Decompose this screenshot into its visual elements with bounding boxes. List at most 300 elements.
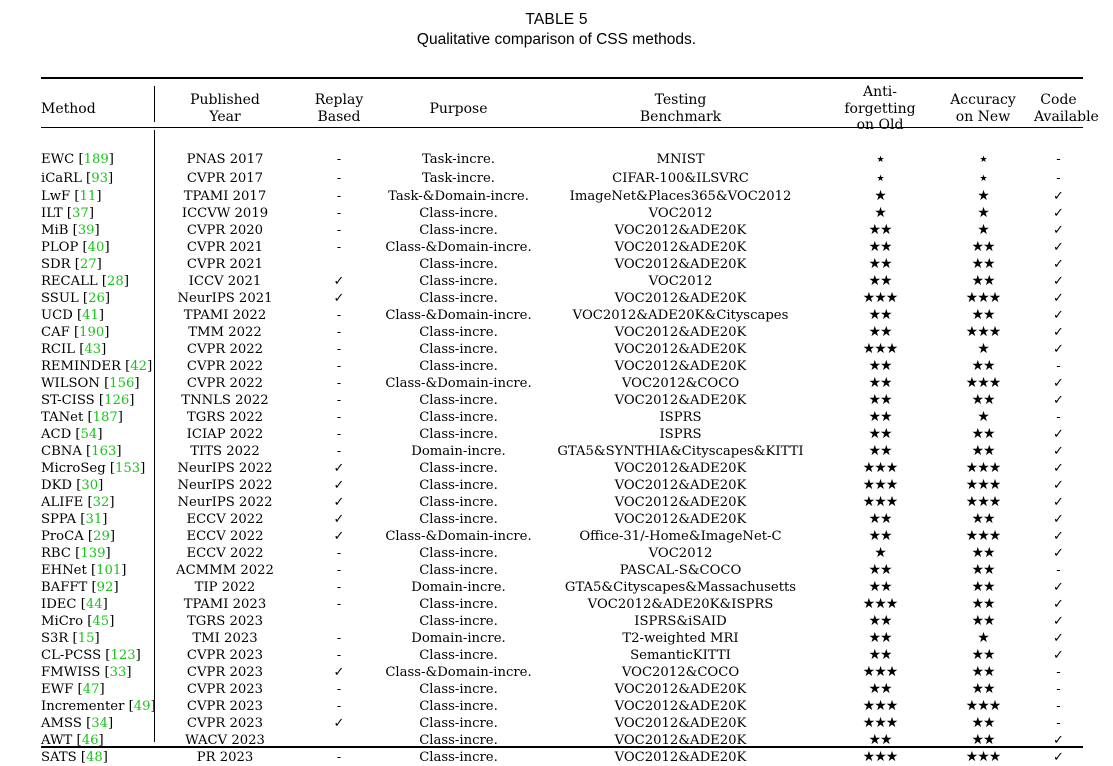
star-rating-icon: ★★	[868, 731, 892, 748]
purpose-cell: Class-incre.	[419, 613, 498, 629]
code-available-cell: ✓	[1052, 188, 1065, 204]
star-rating-icon: ★★	[971, 544, 995, 561]
star-rating-icon: ★★★	[965, 697, 1001, 714]
method-cell: MiCro [45]	[41, 613, 115, 629]
replay-cell: ✓	[333, 715, 345, 731]
method-name: AMSS	[41, 715, 82, 731]
replay-cell	[294, 613, 384, 630]
anti-forgetting-cell	[828, 562, 932, 579]
purpose-cell: Class-incre.	[419, 426, 498, 442]
anti-forgetting-cell	[828, 426, 932, 443]
star-rating-icon: ★	[977, 408, 989, 425]
anti-forgetting-cell	[828, 511, 932, 528]
star-rating-icon: ★★★	[862, 697, 898, 714]
anti-forgetting-cell	[828, 324, 932, 341]
purpose-cell: Class-incre.	[419, 511, 498, 527]
published-year-cell: TNNLS 2022	[181, 392, 269, 408]
purpose-cell: Class-incre.	[419, 562, 498, 578]
method-cell: ILT [37]	[41, 205, 94, 221]
method-cell: EHNet [101]	[41, 562, 127, 578]
citation-link: 92	[96, 579, 114, 595]
method-name: RECALL	[41, 273, 98, 289]
code-available-cell: -	[1056, 170, 1061, 186]
method-cell: EWC [189]	[41, 151, 114, 167]
method-name: PLOP	[41, 239, 79, 255]
benchmark-cell: CIFAR-100&ILSVRC	[612, 170, 749, 186]
code-available-cell: -	[1056, 562, 1061, 578]
method-name: SPPA	[41, 511, 77, 527]
method-cell: ALIFE [32]	[41, 494, 115, 510]
table-row	[41, 630, 1083, 647]
table-row	[41, 273, 1083, 290]
citation-link: 156	[109, 375, 135, 391]
table-row	[41, 188, 1083, 205]
replay-cell: -	[336, 151, 342, 167]
table-row	[41, 494, 1083, 511]
published-year-cell: NeurIPS 2021	[177, 290, 273, 306]
benchmark-cell: Office-31/-Home&ImageNet-C	[579, 528, 782, 544]
replay-cell: ✓	[333, 460, 345, 476]
code-available-cell: ✓	[1052, 511, 1065, 527]
published-year-cell: CVPR 2023	[186, 698, 264, 714]
citation-link: 44	[85, 596, 103, 612]
replay-cell: ✓	[333, 494, 345, 510]
code-available-cell: ✓	[1052, 239, 1065, 255]
citation-link: 15	[77, 630, 95, 646]
star-rating-icon: ★★★	[965, 748, 1001, 765]
anti-forgetting-cell	[828, 698, 932, 715]
published-year-cell: TPAMI 2017	[183, 188, 267, 204]
table-body	[41, 150, 1083, 766]
star-rating-icon: ★★	[868, 629, 892, 646]
code-available-cell: ✓	[1052, 749, 1065, 765]
code-available-cell: ✓	[1052, 222, 1065, 238]
header-method: Method	[41, 100, 96, 117]
citation-link: 42	[130, 358, 148, 374]
benchmark-cell: PASCAL-S&COCO	[619, 562, 742, 578]
benchmark-cell: VOC2012&ADE20K	[614, 222, 747, 238]
purpose-cell: Class-incre.	[419, 715, 498, 731]
anti-forgetting-cell	[828, 528, 932, 545]
accuracy-cell	[932, 477, 1034, 494]
method-name: WILSON	[41, 375, 100, 391]
table-row	[41, 426, 1083, 443]
accuracy-cell	[932, 205, 1034, 222]
header-replay: Replay Based	[314, 92, 364, 125]
code-available-cell: ✓	[1052, 205, 1065, 221]
published-year-cell: TMI 2023	[192, 630, 258, 646]
anti-forgetting-cell	[828, 409, 932, 426]
citation-link: 49	[133, 698, 151, 714]
replay-cell: ✓	[333, 664, 345, 680]
anti-forgetting-cell	[828, 188, 932, 205]
method-name: EWF	[41, 681, 74, 697]
method-name: RCIL	[41, 341, 75, 357]
code-available-cell: ✓	[1052, 596, 1065, 612]
method-cell: SSUL [26]	[41, 290, 110, 306]
benchmark-cell: VOC2012&ADE20K	[614, 494, 747, 510]
anti-forgetting-cell	[828, 579, 932, 596]
replay-cell: -	[336, 426, 342, 442]
citation-link: 41	[82, 307, 99, 323]
replay-cell: -	[336, 375, 342, 391]
benchmark-cell: VOC2012&COCO	[621, 375, 740, 391]
benchmark-cell: VOC2012&COCO	[621, 664, 740, 680]
star-rating-icon: ★★★	[965, 459, 1001, 476]
accuracy-cell	[932, 613, 1034, 630]
citation-link: 46	[81, 732, 99, 748]
star-rating-icon: ★★	[868, 646, 892, 663]
accuracy-cell	[932, 545, 1034, 562]
citation-link: 93	[91, 170, 108, 186]
code-available-cell: -	[1056, 409, 1061, 425]
star-rating-icon: ★★★	[965, 323, 1001, 340]
purpose-cell: Class-&Domain-incre.	[385, 664, 532, 680]
accuracy-cell	[932, 150, 1034, 169]
published-year-cell: CVPR 2021	[186, 256, 264, 272]
anti-forgetting-cell	[828, 273, 932, 290]
citation-link: 189	[83, 151, 109, 167]
star-rating-icon: ★★	[868, 374, 892, 391]
method-name: REMINDER	[41, 358, 121, 374]
star-rating-icon: ★★★	[862, 493, 898, 510]
purpose-cell: Class-incre.	[419, 494, 498, 510]
code-available-cell: ✓	[1052, 477, 1065, 493]
code-available-cell: ✓	[1052, 630, 1065, 646]
method-name: EHNet	[41, 562, 87, 578]
accuracy-cell	[932, 341, 1034, 358]
table-row	[41, 256, 1083, 273]
purpose-cell: Class-incre.	[419, 409, 498, 425]
published-year-cell: ACMMM 2022	[176, 562, 274, 578]
published-year-cell: CVPR 2021	[186, 239, 264, 255]
code-available-cell: ✓	[1052, 647, 1065, 663]
method-cell: PLOP [40]	[41, 239, 110, 255]
code-available-cell: -	[1056, 681, 1061, 697]
purpose-cell: Class-incre.	[419, 324, 498, 340]
published-year-cell: NeurIPS 2022	[177, 494, 273, 510]
purpose-cell: Class-&Domain-incre.	[385, 239, 532, 255]
anti-forgetting-cell	[828, 749, 932, 766]
anti-forgetting-cell	[828, 664, 932, 681]
header-code: Code Available	[1034, 92, 1099, 125]
purpose-cell: Class-incre.	[419, 749, 498, 765]
published-year-cell: CVPR 2023	[186, 647, 264, 663]
method-name: SATS	[41, 749, 77, 765]
anti-forgetting-cell	[828, 150, 932, 169]
citation-link: 54	[80, 426, 98, 442]
star-rating-icon: ★★	[868, 442, 892, 459]
method-cell: MiB [39]	[41, 222, 100, 238]
star-rating-icon: ★	[874, 204, 886, 221]
published-year-cell: PNAS 2017	[186, 151, 264, 167]
code-available-cell: ✓	[1052, 732, 1065, 748]
method-cell: REMINDER [42]	[41, 358, 153, 374]
star-rating-icon: ★★	[971, 425, 995, 442]
method-cell: ProCA [29]	[41, 528, 116, 544]
method-name: SSUL	[41, 290, 79, 306]
replay-cell: -	[336, 647, 342, 663]
anti-forgetting-cell	[828, 392, 932, 409]
published-year-cell: ECCV 2022	[186, 511, 264, 527]
published-year-cell: CVPR 2022	[186, 375, 264, 391]
purpose-cell: Task-incre.	[421, 170, 495, 186]
benchmark-cell: VOC2012&ADE20K	[614, 324, 747, 340]
table-title: Qualitative comparison of CSS methods.	[416, 31, 697, 48]
purpose-cell: Domain-incre.	[411, 443, 506, 459]
replay-cell: -	[336, 698, 342, 714]
table-row	[41, 545, 1083, 562]
replay-cell	[294, 732, 384, 749]
method-cell: RBC [139]	[41, 545, 111, 561]
anti-forgetting-cell	[828, 307, 932, 324]
published-year-cell: CVPR 2022	[186, 341, 264, 357]
anti-forgetting-cell	[828, 256, 932, 273]
benchmark-cell: VOC2012&ADE20K	[614, 341, 747, 357]
accuracy-cell	[932, 732, 1034, 749]
purpose-cell: Class-incre.	[419, 290, 498, 306]
citation-link: 153	[114, 460, 141, 476]
replay-cell: -	[336, 562, 342, 578]
star-rating-icon: ★★	[868, 527, 892, 544]
replay-cell: -	[336, 324, 342, 340]
method-name: ILT	[41, 205, 63, 221]
method-name: UCD	[41, 307, 73, 323]
table-row	[41, 205, 1083, 222]
star-rating-icon: ★★★	[862, 340, 898, 357]
benchmark-cell: MNIST	[656, 151, 705, 167]
anti-forgetting-cell	[828, 341, 932, 358]
star-rating-icon: ★★★	[965, 476, 1001, 493]
code-available-cell: ✓	[1052, 426, 1065, 442]
method-name: FMWISS	[41, 664, 101, 680]
star-rating-icon: ★★	[971, 442, 995, 459]
star-rating-icon: ★★	[868, 408, 892, 425]
star-rating-icon: ★★	[971, 357, 995, 374]
method-name: Incrementer	[41, 698, 125, 714]
star-rating-icon: ★★	[971, 714, 995, 731]
citation-link: 101	[96, 562, 122, 578]
star-rating-icon: ★★	[971, 663, 995, 680]
star-rating-icon: ★★	[971, 578, 995, 595]
method-cell: UCD [41]	[41, 307, 105, 323]
citation-link: 47	[82, 681, 100, 697]
star-rating-icon: ★★★	[862, 714, 898, 731]
code-available-cell: ✓	[1052, 324, 1065, 340]
accuracy-cell	[932, 664, 1034, 681]
comparison-table	[41, 84, 1099, 766]
star-rating-icon: ★★	[971, 255, 995, 272]
purpose-cell: Class-incre.	[419, 596, 498, 612]
replay-cell: ✓	[333, 273, 345, 289]
table-row	[41, 664, 1083, 681]
accuracy-cell	[932, 511, 1034, 528]
anti-forgetting-cell	[828, 732, 932, 749]
purpose-cell: Class-incre.	[419, 392, 498, 408]
code-available-cell: ✓	[1052, 528, 1065, 544]
replay-cell: ✓	[333, 290, 345, 306]
benchmark-cell: VOC2012&ADE20K	[614, 392, 747, 408]
anti-forgetting-cell	[828, 477, 932, 494]
star-rating-icon: ★★★	[862, 748, 898, 765]
benchmark-cell: VOC2012&ADE20K	[614, 239, 747, 255]
published-year-cell: TIP 2022	[194, 579, 256, 595]
replay-cell: -	[336, 749, 342, 765]
benchmark-cell: VOC2012&ADE20K	[614, 698, 747, 714]
purpose-cell: Class-&Domain-incre.	[385, 307, 532, 323]
anti-forgetting-cell	[828, 545, 932, 562]
replay-cell: ✓	[333, 477, 345, 493]
accuracy-cell	[932, 169, 1034, 188]
anti-forgetting-cell	[828, 715, 932, 732]
citation-link: 43	[84, 341, 102, 357]
purpose-cell: Domain-incre.	[411, 579, 506, 595]
method-cell: DKD [30]	[41, 477, 104, 493]
benchmark-cell: VOC2012&ADE20K	[614, 732, 747, 748]
method-cell: CL-PCSS [123]	[41, 647, 141, 663]
table-row	[41, 596, 1083, 613]
star-rating-icon: ★	[876, 154, 884, 165]
replay-cell: -	[336, 596, 342, 612]
replay-cell: -	[336, 222, 342, 238]
published-year-cell: PR 2023	[196, 749, 254, 765]
replay-cell: -	[336, 630, 342, 646]
benchmark-cell: VOC2012	[648, 205, 713, 221]
star-rating-icon: ★★	[971, 646, 995, 663]
replay-cell: -	[336, 545, 342, 561]
code-available-cell: ✓	[1052, 341, 1065, 357]
published-year-cell: TPAMI 2023	[183, 596, 267, 612]
star-rating-icon: ★	[876, 173, 884, 184]
published-year-cell: WACV 2023	[185, 732, 265, 748]
method-name: TANet	[41, 409, 84, 425]
star-rating-icon: ★★★	[965, 527, 1001, 544]
anti-forgetting-cell	[828, 169, 932, 188]
header-benchmark: Testing Benchmark	[639, 92, 722, 125]
table-row	[41, 579, 1083, 596]
citation-link: 11	[79, 188, 97, 204]
method-cell: CAF [190]	[41, 324, 110, 340]
anti-forgetting-cell	[828, 630, 932, 647]
accuracy-cell	[932, 647, 1034, 664]
method-name: MiB	[41, 222, 69, 238]
star-rating-icon: ★	[977, 221, 989, 238]
method-cell: MicroSeg [153]	[41, 460, 146, 476]
star-rating-icon: ★★	[868, 323, 892, 340]
benchmark-cell: VOC2012	[648, 545, 713, 561]
citation-link: 190	[79, 324, 105, 340]
citation-link: 29	[93, 528, 110, 544]
table-row	[41, 239, 1083, 256]
accuracy-cell	[932, 409, 1034, 426]
benchmark-cell: ISPRS	[659, 426, 702, 442]
replay-cell: -	[336, 341, 342, 357]
star-rating-icon: ★★★	[965, 493, 1001, 510]
star-rating-icon: ★★	[971, 238, 995, 255]
star-rating-icon: ★	[874, 187, 886, 204]
star-rating-icon: ★	[979, 154, 987, 165]
anti-forgetting-cell	[828, 358, 932, 375]
benchmark-cell: VOC2012	[648, 273, 713, 289]
accuracy-cell	[932, 307, 1034, 324]
replay-cell: -	[336, 188, 342, 204]
table-row	[41, 307, 1083, 324]
accuracy-cell	[932, 426, 1034, 443]
header-year: Published Year	[190, 92, 260, 125]
published-year-cell: CVPR 2023	[186, 681, 264, 697]
header-anti-forgetting: Anti-forgetting on Old	[844, 84, 916, 133]
method-cell: SPPA [31]	[41, 511, 108, 527]
purpose-cell: Class-incre.	[419, 222, 498, 238]
replay-cell: -	[336, 170, 342, 186]
method-name: SDR	[41, 256, 71, 272]
citation-link: 32	[92, 494, 110, 510]
published-year-cell: ECCV 2022	[186, 528, 264, 544]
replay-cell: -	[336, 307, 342, 323]
star-rating-icon: ★★	[868, 238, 892, 255]
star-rating-icon: ★★	[868, 578, 892, 595]
table-row	[41, 443, 1083, 460]
header-purpose: Purpose	[429, 100, 488, 117]
method-cell: SATS [48]	[41, 749, 108, 765]
method-name: ProCA	[41, 528, 84, 544]
method-cell: SDR [27]	[41, 256, 102, 272]
purpose-cell: Task-&Domain-incre.	[388, 188, 529, 204]
accuracy-cell	[932, 528, 1034, 545]
star-rating-icon: ★	[979, 173, 987, 184]
anti-forgetting-cell	[828, 494, 932, 511]
accuracy-cell	[932, 596, 1034, 613]
method-name: AWT	[41, 732, 73, 748]
method-cell: RECALL [28]	[41, 273, 129, 289]
published-year-cell: ICIAP 2022	[186, 426, 264, 442]
benchmark-cell: VOC2012&ADE20K	[614, 358, 747, 374]
method-name: MiCro	[41, 613, 84, 629]
benchmark-cell: VOC2012&ADE20K	[614, 749, 747, 765]
published-year-cell: CVPR 2023	[186, 664, 264, 680]
code-available-cell: ✓	[1052, 460, 1065, 476]
benchmark-cell: T2-weighted MRI	[622, 630, 739, 646]
method-name: CAF	[41, 324, 70, 340]
method-cell: Incrementer [49]	[41, 698, 156, 714]
benchmark-cell: ISPRS	[659, 409, 702, 425]
star-rating-icon: ★★	[971, 391, 995, 408]
code-available-cell: ✓	[1052, 613, 1065, 629]
method-cell: ST-CISS [126]	[41, 392, 135, 408]
table-row	[41, 749, 1083, 766]
anti-forgetting-cell	[828, 375, 932, 392]
accuracy-cell	[932, 324, 1034, 341]
table-row	[41, 290, 1083, 307]
benchmark-cell: VOC2012&ADE20K&ISPRS	[587, 596, 774, 612]
star-rating-icon: ★	[977, 629, 989, 646]
purpose-cell: Class-incre.	[419, 358, 498, 374]
code-available-cell: -	[1056, 698, 1061, 714]
replay-cell: -	[336, 579, 342, 595]
purpose-cell: Class-incre.	[419, 732, 498, 748]
purpose-cell: Class-&Domain-incre.	[385, 375, 532, 391]
method-name: CL-PCSS	[41, 647, 102, 663]
code-available-cell: ✓	[1052, 290, 1065, 306]
star-rating-icon: ★★★	[965, 374, 1001, 391]
anti-forgetting-cell	[828, 239, 932, 256]
star-rating-icon: ★★★	[862, 289, 898, 306]
code-available-cell: ✓	[1052, 392, 1065, 408]
accuracy-cell	[932, 460, 1034, 477]
star-rating-icon: ★★	[868, 510, 892, 527]
anti-forgetting-cell	[828, 222, 932, 239]
method-name: RBC	[41, 545, 71, 561]
